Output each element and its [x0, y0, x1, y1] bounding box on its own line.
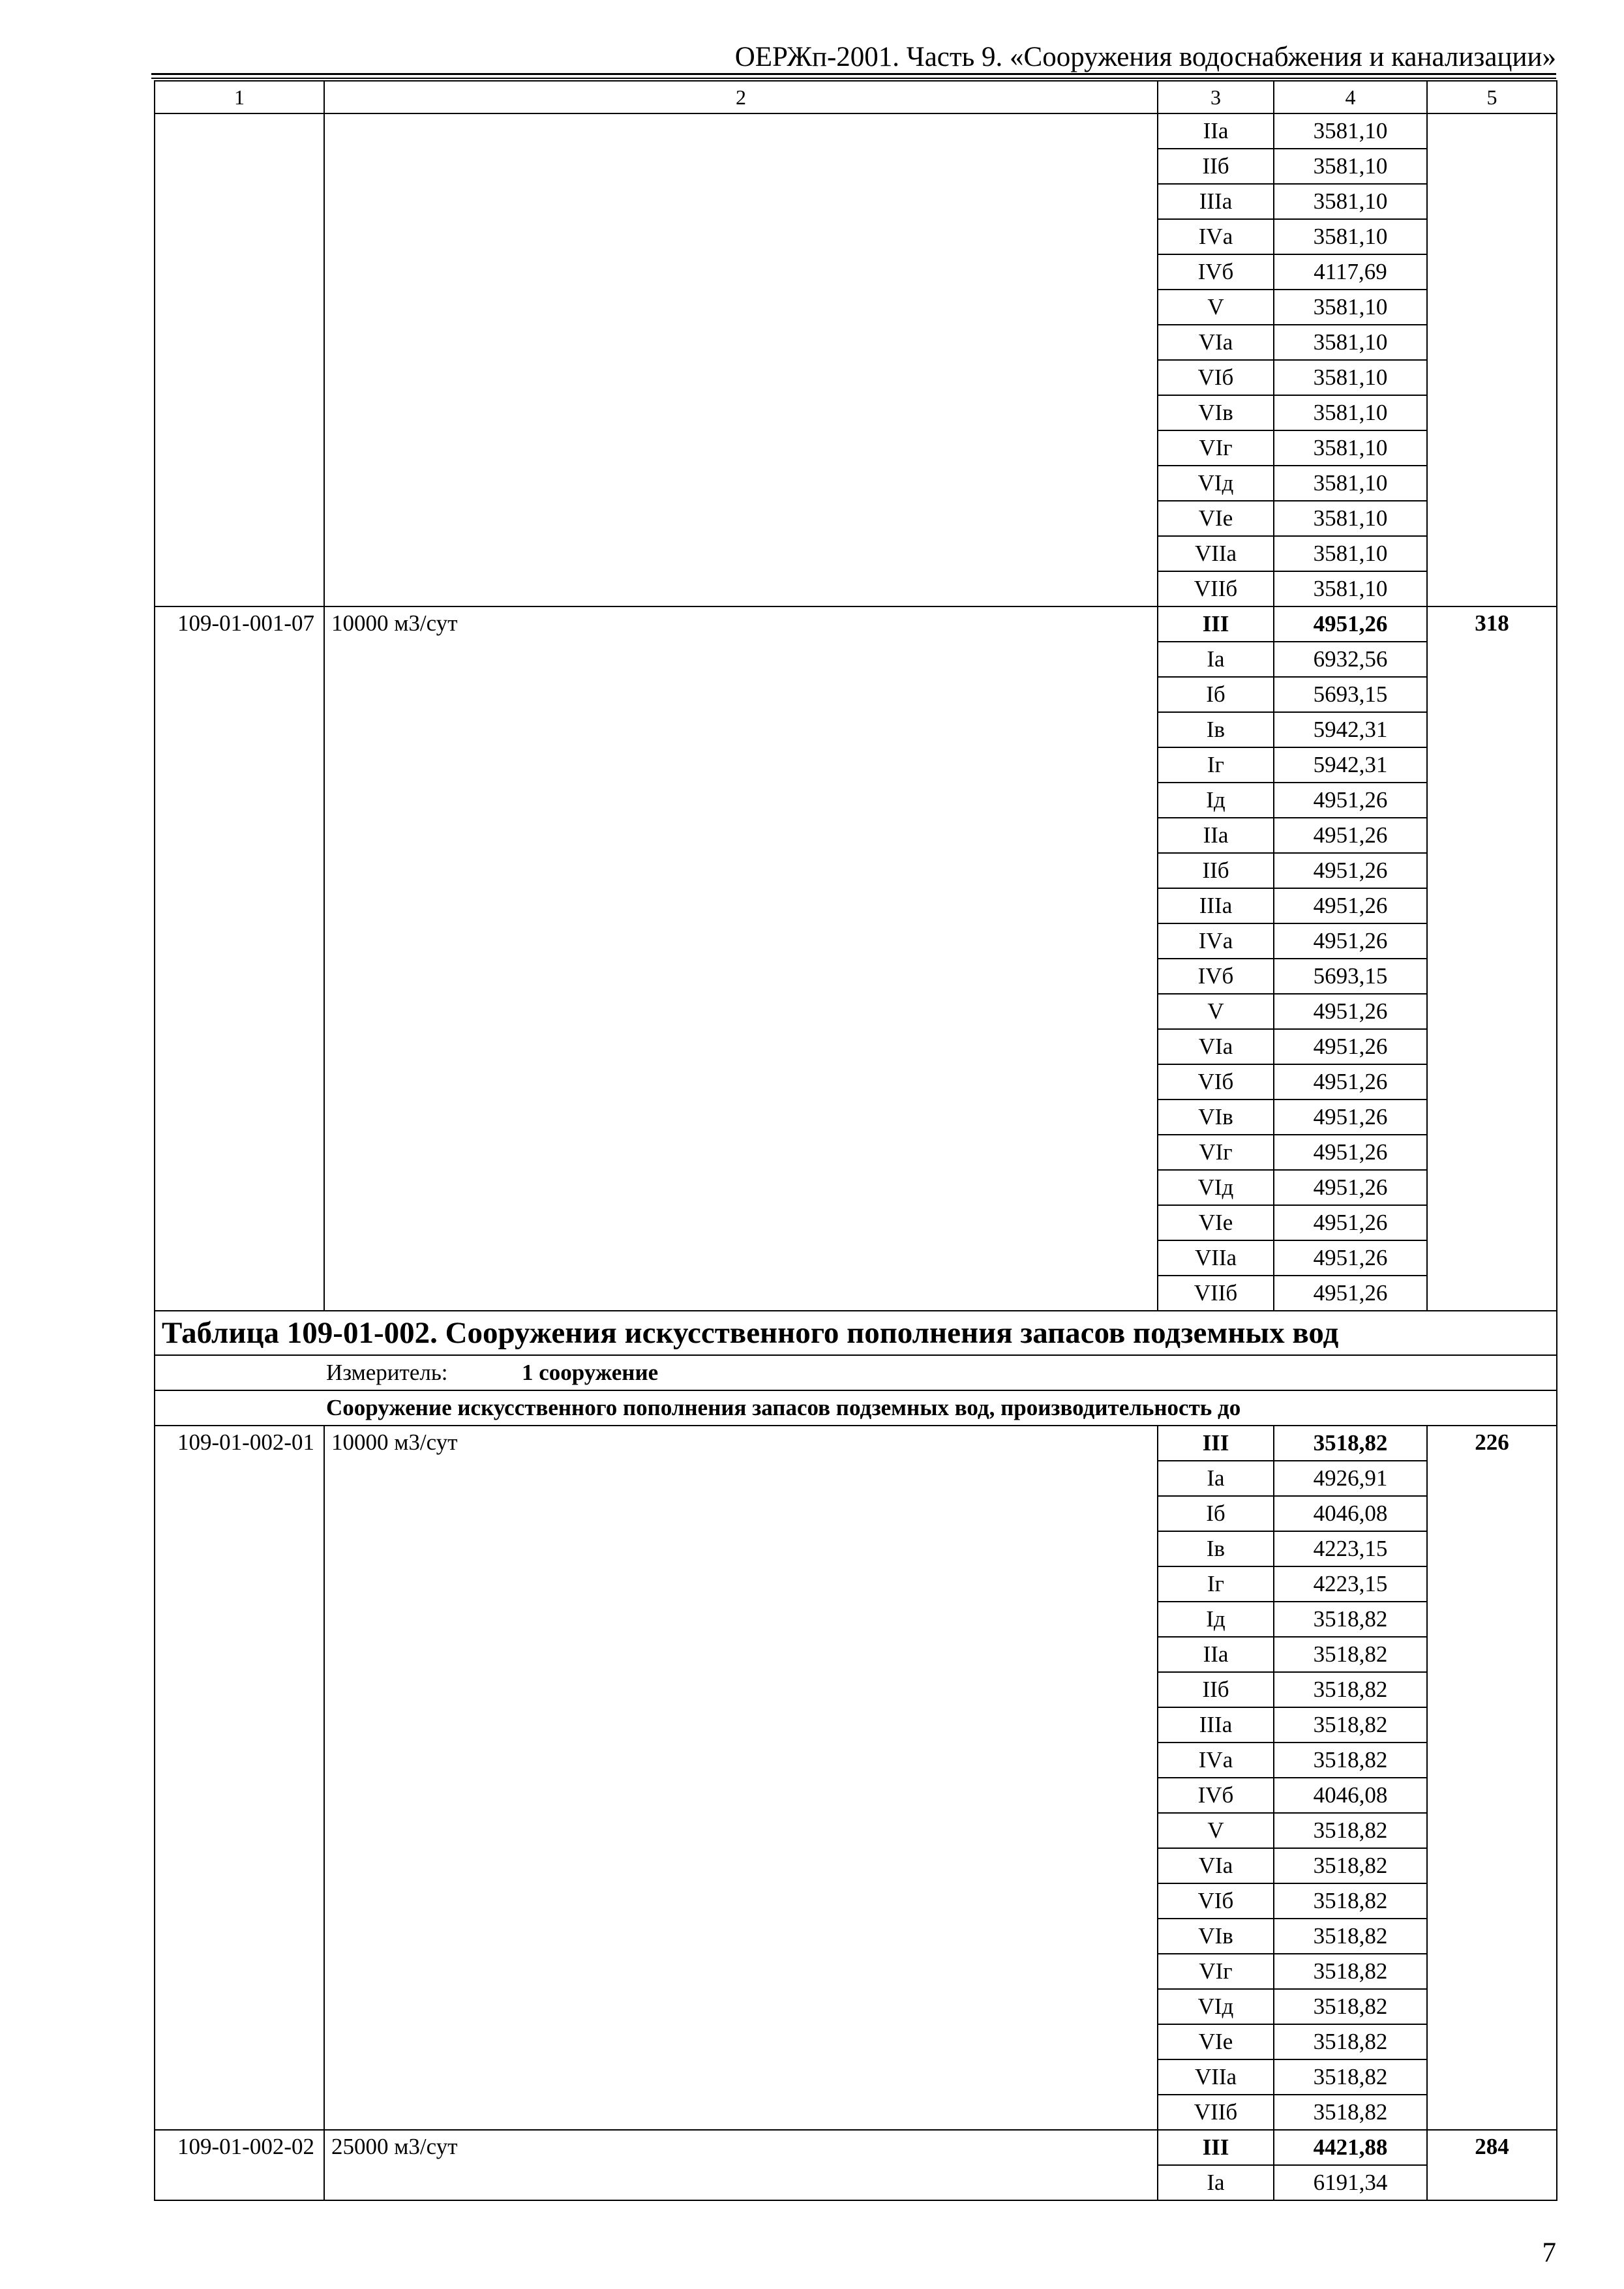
price-cell: 3518,82 — [1274, 1602, 1427, 1637]
price-cell: 5693,15 — [1274, 959, 1427, 994]
zone-cell: Iб — [1158, 1496, 1274, 1531]
zone-cell: IIа — [1158, 818, 1274, 853]
zone-cell: VIд — [1158, 1989, 1274, 2024]
zone-cell: Iв — [1158, 1531, 1274, 1566]
table-row — [155, 1426, 1557, 1461]
price-cell: 3581,10 — [1274, 113, 1427, 149]
header-rule-thin — [151, 78, 1556, 79]
header-rule — [151, 73, 1556, 75]
zone-cell: VIIа — [1158, 1240, 1274, 1276]
price-cell: 4926,91 — [1274, 1461, 1427, 1496]
wage-cell — [1427, 113, 1557, 606]
zone-cell: VIа — [1158, 325, 1274, 360]
column-number: 2 — [324, 81, 1158, 113]
zone-cell: VIб — [1158, 1883, 1274, 1919]
price-cell: 3518,82 — [1274, 1707, 1427, 1743]
price-cell: 4951,26 — [1274, 1100, 1427, 1135]
price-cell: 4951,26 — [1274, 1135, 1427, 1170]
zone-cell: VIб — [1158, 1064, 1274, 1100]
price-cell: 4951,26 — [1274, 818, 1427, 853]
item-name: 25000 м3/сут — [324, 2130, 1158, 2200]
column-number: 5 — [1427, 81, 1557, 113]
zone-cell: IIб — [1158, 149, 1274, 184]
measure-label: Измеритель: — [326, 1360, 448, 1385]
price-cell: 4951,26 — [1274, 1276, 1427, 1311]
zone-cell: Iд — [1158, 783, 1274, 818]
zone-cell: IVб — [1158, 959, 1274, 994]
price-table — [154, 80, 1557, 2201]
base-zone-cell: III — [1158, 1426, 1274, 1461]
column-number: 3 — [1158, 81, 1274, 113]
table-title-row — [155, 1311, 1557, 1355]
zone-cell: IIIа — [1158, 184, 1274, 219]
price-cell: 5693,15 — [1274, 677, 1427, 712]
price-cell: 3581,10 — [1274, 430, 1427, 466]
zone-cell: VIе — [1158, 501, 1274, 536]
zone-cell: VIе — [1158, 1205, 1274, 1240]
price-cell: 3518,82 — [1274, 1848, 1427, 1883]
price-cell: 3518,82 — [1274, 1813, 1427, 1848]
zone-cell: Iг — [1158, 1566, 1274, 1602]
name-cell — [324, 113, 1158, 606]
zone-cell: IVа — [1158, 219, 1274, 254]
table-row — [155, 606, 1557, 642]
base-price-cell: 4951,26 — [1274, 606, 1427, 642]
wage-cell: 318 — [1427, 606, 1557, 1311]
price-cell: 4951,26 — [1274, 1064, 1427, 1100]
base-zone-cell: III — [1158, 2130, 1274, 2165]
zone-cell: V — [1158, 994, 1274, 1029]
zone-cell: VIIа — [1158, 536, 1274, 571]
price-cell: 4117,69 — [1274, 254, 1427, 290]
price-cell: 4951,26 — [1274, 853, 1427, 888]
section-row — [155, 1390, 1557, 1426]
table-title: Таблица 109-01-002. Сооружения искусственного пополнения запасов подземных вод — [155, 1311, 1557, 1355]
price-cell: 4951,26 — [1274, 1029, 1427, 1064]
column-number-row — [155, 81, 1557, 113]
zone-cell: IVа — [1158, 1743, 1274, 1778]
zone-cell: VIIа — [1158, 2059, 1274, 2095]
price-cell: 3518,82 — [1274, 1883, 1427, 1919]
price-cell: 4951,26 — [1274, 923, 1427, 959]
price-cell: 4951,26 — [1274, 783, 1427, 818]
price-cell: 3581,10 — [1274, 466, 1427, 501]
zone-cell: VIв — [1158, 1100, 1274, 1135]
zone-cell: VIIб — [1158, 571, 1274, 606]
price-cell: 3581,10 — [1274, 395, 1427, 430]
zone-cell: IVа — [1158, 923, 1274, 959]
price-cell: 3581,10 — [1274, 290, 1427, 325]
zone-cell: VIд — [1158, 1170, 1274, 1205]
price-cell: 3518,82 — [1274, 1954, 1427, 1989]
zone-cell: Iв — [1158, 712, 1274, 747]
zone-cell: IIа — [1158, 1637, 1274, 1672]
zone-cell: IVб — [1158, 1778, 1274, 1813]
zone-cell: VIг — [1158, 430, 1274, 466]
price-cell: 3581,10 — [1274, 325, 1427, 360]
price-cell: 5942,31 — [1274, 712, 1427, 747]
zone-cell: VIа — [1158, 1029, 1274, 1064]
zone-cell: VIд — [1158, 466, 1274, 501]
item-code: 109-01-002-02 — [155, 2130, 324, 2200]
table-row — [155, 113, 1557, 149]
price-cell: 3581,10 — [1274, 536, 1427, 571]
price-cell: 4223,15 — [1274, 1566, 1427, 1602]
price-cell: 3581,10 — [1274, 219, 1427, 254]
zone-cell: Iа — [1158, 2165, 1274, 2200]
price-cell: 4951,26 — [1274, 1240, 1427, 1276]
price-cell: 3518,82 — [1274, 2024, 1427, 2059]
zone-cell: VIа — [1158, 1848, 1274, 1883]
price-cell: 3518,82 — [1274, 1637, 1427, 1672]
zone-cell: Iб — [1158, 677, 1274, 712]
price-cell: 4951,26 — [1274, 994, 1427, 1029]
zone-cell: VIг — [1158, 1954, 1274, 1989]
base-price-cell: 3518,82 — [1274, 1426, 1427, 1461]
zone-cell: Iг — [1158, 747, 1274, 783]
price-cell: 3581,10 — [1274, 149, 1427, 184]
zone-cell: IIб — [1158, 853, 1274, 888]
price-cell: 3581,10 — [1274, 501, 1427, 536]
price-cell: 6932,56 — [1274, 642, 1427, 677]
price-cell: 4951,26 — [1274, 1170, 1427, 1205]
code-cell — [155, 113, 324, 606]
page-header-title: ОЕРЖп-2001. Часть 9. «Сооружения водоснабжения и канализации» — [734, 42, 1556, 72]
zone-cell: VIв — [1158, 395, 1274, 430]
zone-cell: VIг — [1158, 1135, 1274, 1170]
item-code: 109-01-002-01 — [155, 1426, 324, 2130]
zone-cell: VIб — [1158, 360, 1274, 395]
zone-cell: VIIб — [1158, 1276, 1274, 1311]
zone-cell: Iа — [1158, 642, 1274, 677]
measure-cell — [155, 1355, 1557, 1390]
wage-cell: 284 — [1427, 2130, 1557, 2200]
price-cell: 4046,08 — [1274, 1496, 1427, 1531]
zone-cell: Iд — [1158, 1602, 1274, 1637]
price-cell: 3518,82 — [1274, 1989, 1427, 2024]
base-price-cell: 4421,88 — [1274, 2130, 1427, 2165]
price-cell: 3518,82 — [1274, 1919, 1427, 1954]
column-number: 4 — [1274, 81, 1427, 113]
zone-cell: IIIа — [1158, 888, 1274, 923]
price-cell: 3581,10 — [1274, 571, 1427, 606]
zone-cell: IIа — [1158, 113, 1274, 149]
price-cell: 4951,26 — [1274, 888, 1427, 923]
price-cell: 3518,82 — [1274, 1743, 1427, 1778]
price-cell: 4951,26 — [1274, 1205, 1427, 1240]
zone-cell: VIе — [1158, 2024, 1274, 2059]
item-code: 109-01-001-07 — [155, 606, 324, 1311]
price-cell: 3518,82 — [1274, 1672, 1427, 1707]
item-name: 10000 м3/сут — [324, 1426, 1158, 2130]
table-row — [155, 2130, 1557, 2165]
item-name: 10000 м3/сут — [324, 606, 1158, 1311]
price-cell: 6191,34 — [1274, 2165, 1427, 2200]
zone-cell: VIIб — [1158, 2095, 1274, 2130]
column-number: 1 — [155, 81, 324, 113]
price-cell: 4046,08 — [1274, 1778, 1427, 1813]
zone-cell: IVб — [1158, 254, 1274, 290]
base-zone-cell: III — [1158, 606, 1274, 642]
price-cell: 3581,10 — [1274, 360, 1427, 395]
zone-cell: IIб — [1158, 1672, 1274, 1707]
price-cell: 4223,15 — [1274, 1531, 1427, 1566]
price-cell: 3518,82 — [1274, 2059, 1427, 2095]
price-cell: 5942,31 — [1274, 747, 1427, 783]
measure-value: 1 сооружение — [522, 1360, 659, 1385]
zone-cell: VIв — [1158, 1919, 1274, 1954]
zone-cell: IIIа — [1158, 1707, 1274, 1743]
price-cell: 3581,10 — [1274, 184, 1427, 219]
page-number: 7 — [1542, 2237, 1556, 2268]
section-title: Сооружение искусственного пополнения запасов подземных вод, производительность до — [155, 1390, 1557, 1426]
price-cell: 3518,82 — [1274, 2095, 1427, 2130]
zone-cell: Iа — [1158, 1461, 1274, 1496]
zone-cell: V — [1158, 290, 1274, 325]
zone-cell: V — [1158, 1813, 1274, 1848]
wage-cell: 226 — [1427, 1426, 1557, 2130]
measure-row — [155, 1355, 1557, 1390]
